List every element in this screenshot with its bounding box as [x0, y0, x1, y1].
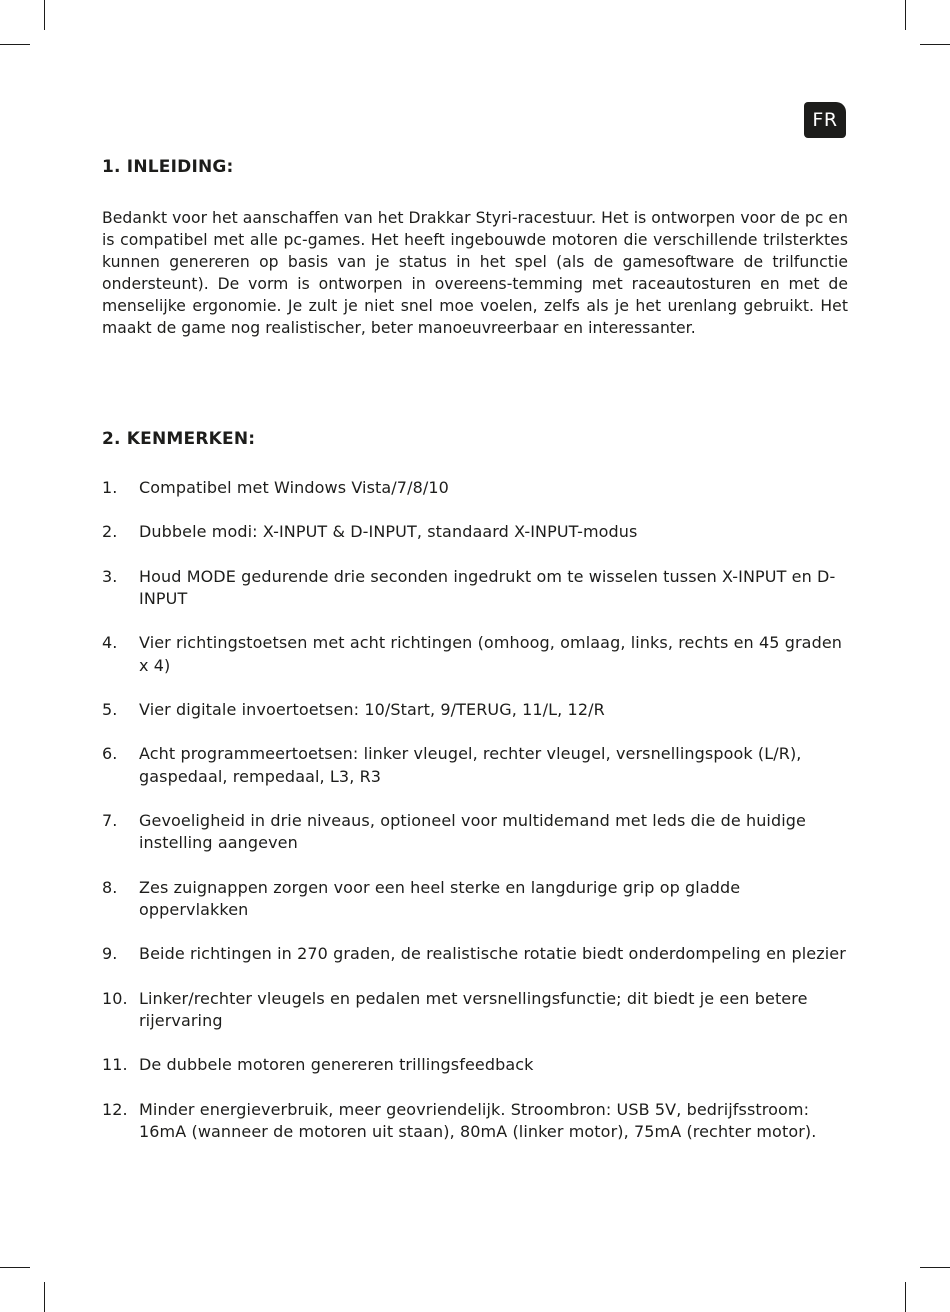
feature-text: Dubbele modi: X-INPUT & D-INPUT, standaard X-INPUT-modus: [139, 522, 638, 542]
feature-number: 2.: [102, 522, 118, 542]
feature-item: [102, 477, 850, 499]
feature-text: De dubbele motoren genereren trillingsfeedback: [139, 1055, 534, 1075]
feature-number: 10.: [102, 988, 128, 1008]
feature-text: Compatibel met Windows Vista/7/8/10: [139, 478, 449, 497]
feature-text: Acht programmeertoetsen: linker vleugel, rechter vleugel, versnellingspook (L/R), gaspedaal, rempedaal, L3, R3: [139, 744, 802, 786]
feature-number: 4.: [102, 633, 118, 653]
crop-mark-bottom-right: [905, 1282, 906, 1312]
introduction-paragraph: Bedankt voor het aanschaffen van het Drakkar Styri-racestuur. Het is ontworpen voor de pc en is compatibel met alle pc-games. Het heeft ingebouwde motoren die verschillende trilsterktes kunnen genereren op basis van je status in het spel (als de gamesoftware de trilfunctie ondersteunt). De vorm is ontworpen in overeens-temming met raceautosturen en met de menselijke ergonomie. Je zult je niet snel moe voelen, zelfs als je het urenlang gebruikt. Het maakt de game nog realistischer, beter manoeuvreerbaar en interessanter.: [102, 209, 849, 337]
feature-item: [102, 566, 850, 610]
feature-text: Minder energieverbruik, meer geovriendelijk. Stroombron: USB 5V, bedrijfsstroom: 16mA (wanneer de motoren uit staan), 80mA (linker motor), 75mA (rechter motor).: [139, 1099, 817, 1141]
feature-number: 8.: [102, 877, 118, 897]
feature-text: Houd MODE gedurende drie seconden ingedrukt om te wisselen tussen X-INPUT en D-INPUT: [139, 566, 836, 608]
crop-mark-top-right: [905, 0, 906, 30]
section-heading-introduction: 1. INLEIDING:: [102, 157, 234, 177]
feature-item: [102, 810, 850, 854]
feature-number: 5.: [102, 699, 118, 719]
feature-number: 1.: [102, 478, 118, 497]
feature-item: [102, 699, 850, 721]
feature-number: 12.: [102, 1099, 128, 1119]
feature-text: Beide richtingen in 270 graden, de realistische rotatie biedt onderdompeling en plezier: [139, 944, 846, 964]
feature-item: [102, 632, 850, 676]
language-badge: FR: [804, 102, 846, 138]
feature-text: Gevoeligheid in drie niveaus, optioneel voor multidemand met leds die de huidige instelling aangeven: [139, 810, 806, 853]
feature-number: 7.: [102, 810, 118, 830]
feature-list: [102, 477, 850, 1165]
feature-item: [102, 743, 850, 787]
feature-item: [102, 1054, 850, 1076]
feature-number: 3.: [102, 566, 118, 586]
feature-item: [102, 1099, 850, 1143]
feature-item: [102, 988, 850, 1032]
feature-text: Vier digitale invoertoetsen: 10/Start, 9/TERUG, 11/L, 12/R: [139, 699, 605, 719]
feature-item: [102, 521, 850, 543]
feature-item: [102, 943, 850, 965]
crop-mark-bottom-left-h: [0, 1267, 30, 1268]
feature-number: 11.: [102, 1055, 128, 1075]
crop-mark-bottom-right-h: [920, 1267, 950, 1268]
crop-mark-top-left-h: [0, 44, 30, 45]
feature-item: [102, 877, 850, 921]
feature-text: Vier richtingstoetsen met acht richtingen (omhoog, omlaag, links, rechts en 45 graden x 4): [139, 633, 843, 675]
section-heading-features: 2. KENMERKEN:: [102, 429, 256, 449]
feature-text: Zes zuignappen zorgen voor een heel sterke en langdurige grip op gladde oppervlakken: [139, 877, 741, 919]
crop-mark-top-right-h: [920, 44, 950, 45]
crop-mark-bottom-left: [44, 1282, 45, 1312]
feature-text: Linker/rechter vleugels en pedalen met versnellingsfunctie; dit biedt je een betere rijervaring: [139, 988, 808, 1030]
feature-number: 9.: [102, 944, 118, 964]
feature-number: 6.: [102, 744, 118, 764]
crop-mark-top-left: [44, 0, 45, 30]
